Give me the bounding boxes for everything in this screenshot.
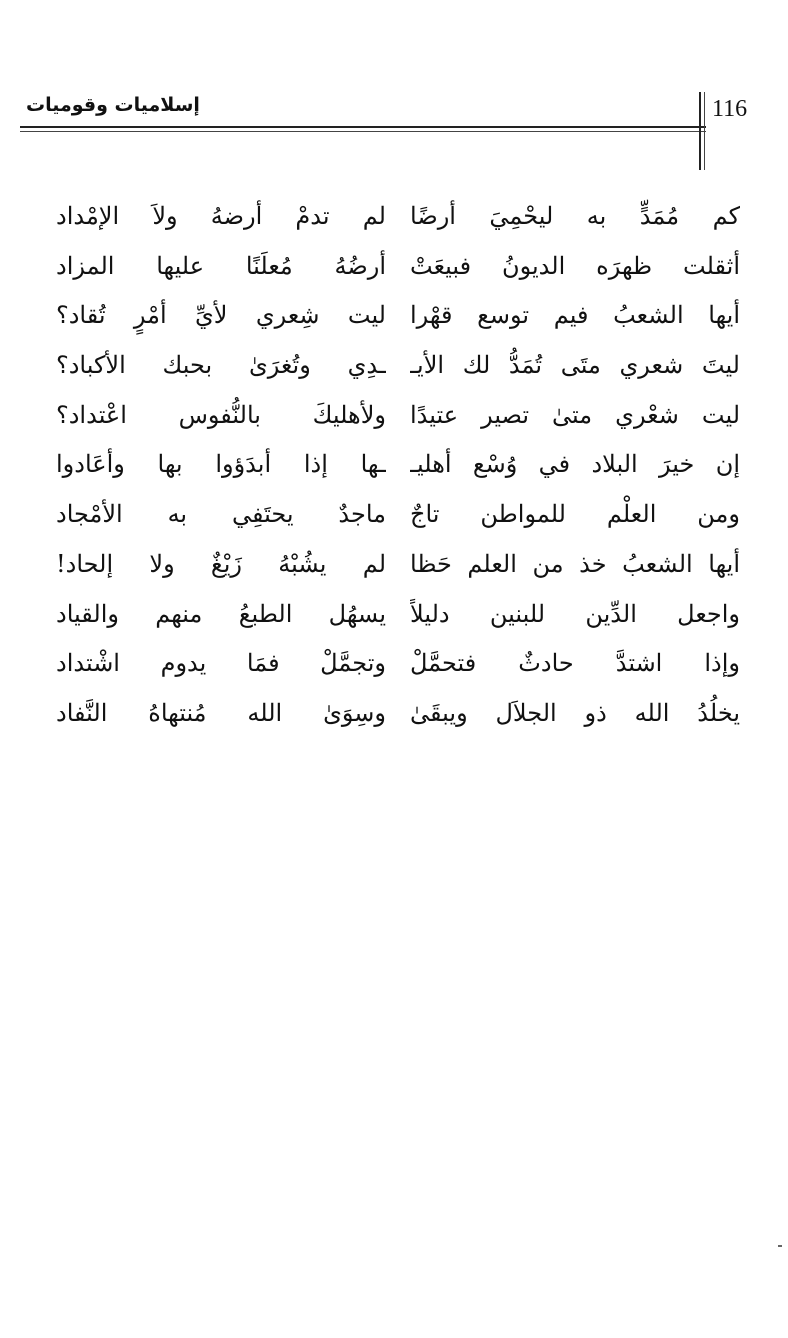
verse-second-hemistich: ولأهليكَ بالنُّفوس اعْتداد؟ xyxy=(56,400,386,429)
verse xyxy=(0,395,788,445)
verse-first-hemistich: كم مُمَدٍّ به ليحْمِيَ أرضًا xyxy=(410,202,740,230)
verse-first-hemistich: أثقلت ظهرَه الديونُ فبيعَتْ xyxy=(410,251,740,280)
verse-second-hemistich: لم تدمْ أرضهُ ولاَ الإمْداد xyxy=(56,202,386,230)
verse xyxy=(0,693,788,743)
running-header-title: إسلاميات وقوميات xyxy=(26,94,200,116)
verse-first-hemistich: ليت شعْري متىٰ تصير عتيدًا xyxy=(410,400,740,429)
verse-second-hemistich: ـدِي وتُغرَىٰ بحبك الأكباد؟ xyxy=(56,351,386,380)
header-rule-bottom xyxy=(20,131,706,132)
verse xyxy=(0,594,788,644)
verse-second-hemistich: وسِوَىٰ الله مُنتهاهُ النَّفاد xyxy=(56,698,386,727)
poem xyxy=(0,196,788,743)
verse-second-hemistich: لم يشُبْهُ زَيْغٌ ولا إلحاد! xyxy=(56,549,386,578)
header-rule-top xyxy=(20,126,706,128)
header-rule-vertical-thick xyxy=(699,92,701,170)
verse-first-hemistich: يخلُدُ الله ذو الجلاَل ويبقَىٰ xyxy=(410,698,740,727)
verse-second-hemistich: ليت شِعري لأيِّ أمْرٍ تُقاد؟ xyxy=(56,301,386,330)
verse-first-hemistich: ومن العلْم للمواطن تاجٌ xyxy=(410,500,740,529)
verse xyxy=(0,544,788,594)
verse-second-hemistich: ماجدٌ يحتَفِي به الأمْجاد xyxy=(56,500,386,529)
verse xyxy=(0,196,788,246)
verse xyxy=(0,444,788,494)
verse xyxy=(0,494,788,544)
verse-first-hemistich: ليتَ شعري متَى تُمَدُّ لك الأيـ xyxy=(410,351,740,380)
verse-second-hemistich: ـها إذا أبدَؤوا بها وأعَادوا xyxy=(56,450,386,479)
scan-speck xyxy=(778,1245,782,1247)
verse-second-hemistich: يسهُل الطبعُ منهم والقياد xyxy=(56,599,386,628)
verse-second-hemistich: أرضُهُ مُعلَنًا عليها المزاد xyxy=(56,251,386,280)
verse-first-hemistich: إن خيرَ البلاد في وُسْع أهليـ xyxy=(410,450,740,479)
verse xyxy=(0,643,788,693)
verse xyxy=(0,345,788,395)
header-rule-vertical-thin xyxy=(704,92,705,170)
verse xyxy=(0,295,788,345)
verse-second-hemistich: وتجمَّلْ فمَا يدوم اشْتداد xyxy=(56,649,386,678)
verse-first-hemistich: وإذا اشتدَّ حادثٌ فتحمَّلْ xyxy=(410,649,740,678)
page-number: 116 xyxy=(712,96,748,122)
verse-first-hemistich: أيها الشعبُ خذ من العلم حَظا xyxy=(410,549,740,578)
verse-first-hemistich: واجعل الدِّين للبنين دليلاً xyxy=(410,599,740,628)
verse-first-hemistich: أيها الشعبُ فيم توسع قهْرا xyxy=(410,301,740,330)
verse xyxy=(0,246,788,296)
